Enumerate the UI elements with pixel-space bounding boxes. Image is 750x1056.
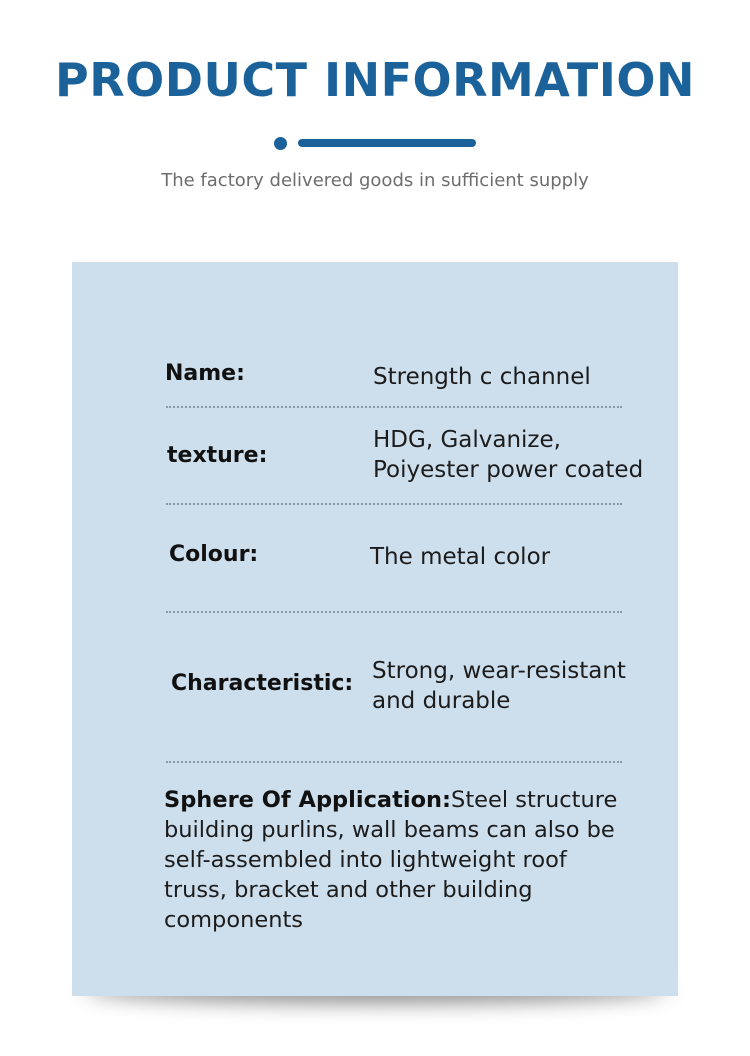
row-separator xyxy=(166,406,622,408)
characteristic-value-line-1: Strong, wear-resistant xyxy=(372,658,626,684)
name-value: Strength c channel xyxy=(373,364,591,390)
characteristic-value-line-2: and durable xyxy=(372,688,511,714)
row-separator xyxy=(166,761,622,763)
application-paragraph xyxy=(164,785,634,935)
characteristic-label: Characteristic: xyxy=(171,671,354,696)
application-text: Steel structure building purlins, wall beams can also be self-assembled into lightweight roof truss, bracket and other building components xyxy=(164,787,618,933)
application-label: Sphere Of Application: xyxy=(164,787,452,813)
texture-value-line-2: Poiyester power coated xyxy=(373,457,644,483)
texture-value-line-1: HDG, Galvanize, xyxy=(373,427,561,453)
divider-line xyxy=(298,139,476,147)
row-separator xyxy=(166,611,622,613)
texture-label: texture: xyxy=(167,443,268,468)
row-separator xyxy=(166,503,622,505)
page-subtitle: The factory delivered goods in sufficient supply xyxy=(161,170,589,191)
page-title: PRODUCT INFORMATION xyxy=(55,53,695,107)
colour-value: The metal color xyxy=(370,544,551,570)
divider-dot xyxy=(274,137,287,150)
colour-label: Colour: xyxy=(169,542,259,567)
name-label: Name: xyxy=(165,361,245,386)
